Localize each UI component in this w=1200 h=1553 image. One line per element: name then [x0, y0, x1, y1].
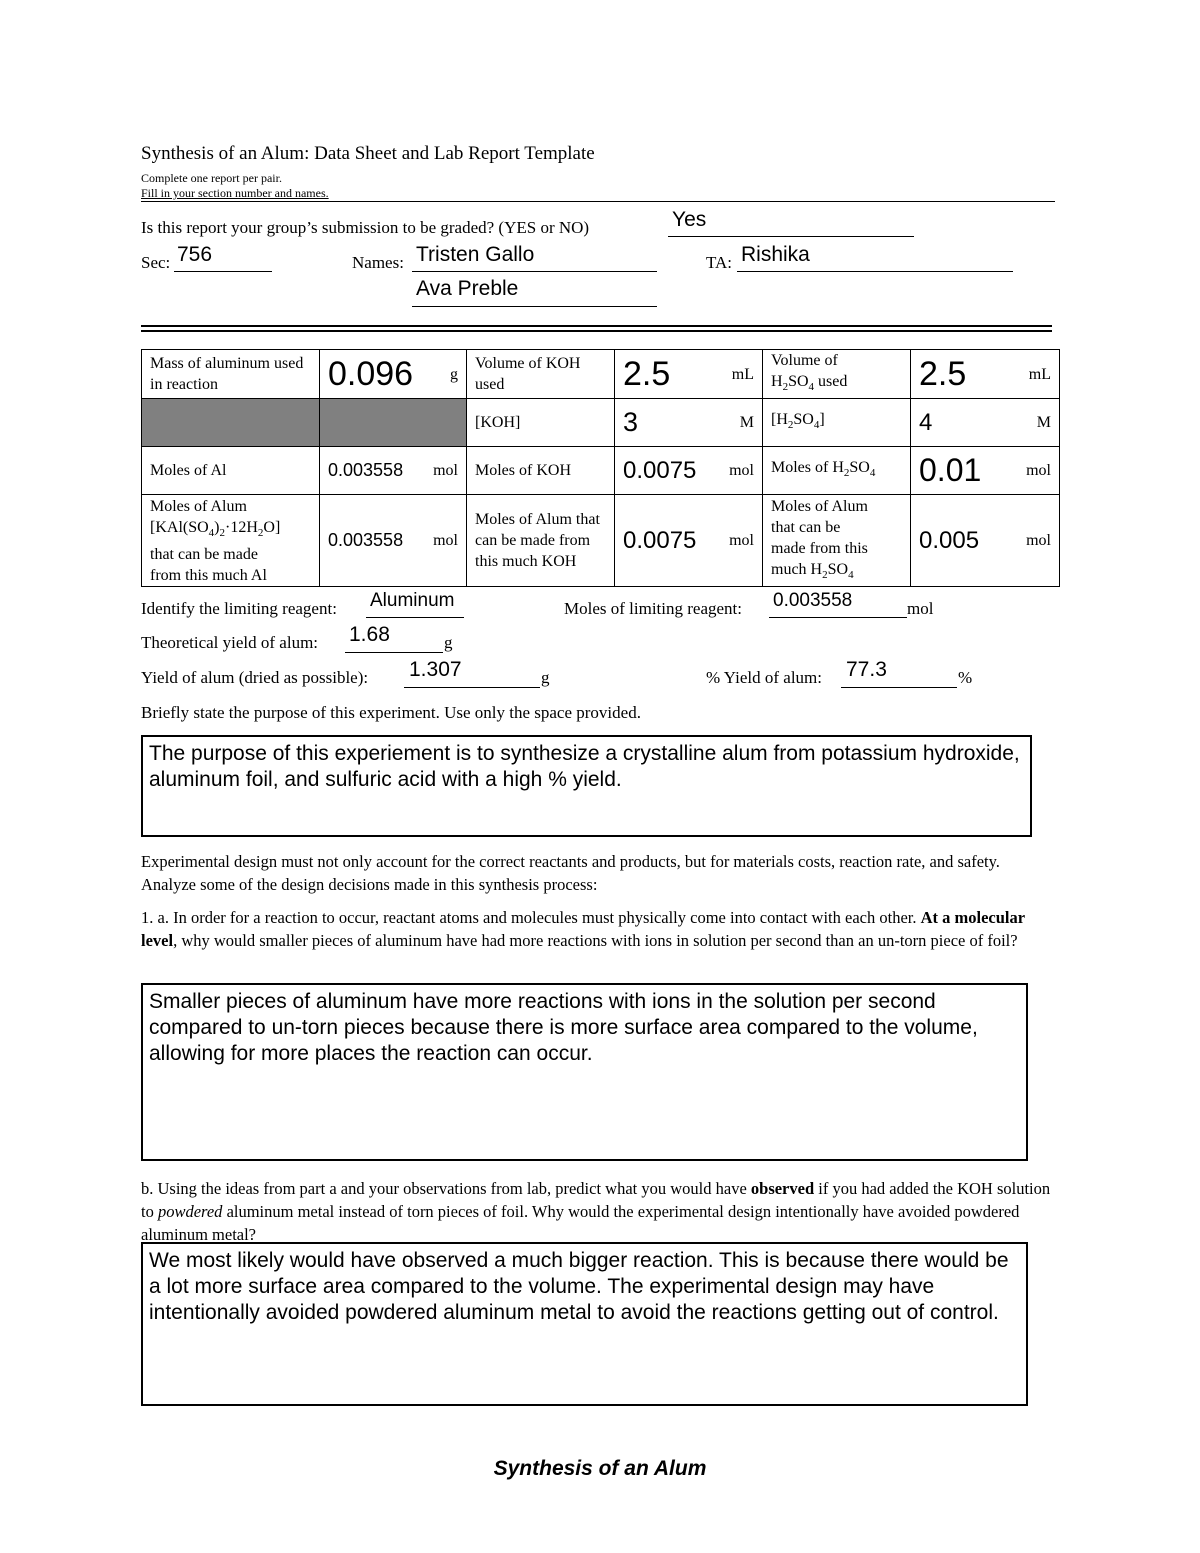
h2so4-volume-value: 2.5 — [919, 354, 967, 393]
theoretical-yield-line — [345, 652, 443, 653]
ta-label: TA: — [706, 253, 733, 272]
koh-volume-label: Volume of KOH used — [467, 350, 615, 399]
name-two-value[interactable]: Ava Preble — [416, 277, 519, 300]
purpose-prompt: Briefly state the purpose of this experiment. Use only the space provided. — [141, 703, 641, 722]
koh-volume-cell[interactable] — [615, 350, 763, 399]
percent-yield-line — [841, 687, 957, 688]
instruction-one-report: Complete one report per pair. — [141, 171, 282, 185]
moles-al-value: 0.003558 — [328, 460, 404, 481]
koh-concentration-value: 3 — [623, 407, 639, 438]
koh-concentration-cell[interactable] — [615, 399, 763, 447]
moles-limiting-label: Moles of limiting reagent: — [564, 599, 742, 618]
koh-concentration-label: [KOH] — [467, 399, 615, 447]
name-two-line — [412, 306, 657, 307]
instruction-fill-names: Fill in your section number and names. — [141, 186, 329, 200]
name-one-line — [412, 271, 657, 272]
alum-from-koh-unit: mol — [729, 532, 754, 550]
koh-volume-value: 2.5 — [623, 354, 671, 393]
moles-h2so4-unit: mol — [1026, 462, 1051, 480]
alum-yield-line — [404, 687, 540, 688]
h2so4-volume-unit: mL — [1028, 365, 1051, 383]
purpose-answer-box[interactable]: The purpose of this experiement is to synthesize a crystalline alum from potassium hydroxide, aluminum foil, and sulfuric acid with a high % yield. — [141, 735, 1032, 837]
moles-h2so4-cell[interactable] — [911, 447, 1060, 495]
alum-from-al-unit: mol — [433, 532, 458, 550]
aluminum-mass-cell[interactable] — [320, 350, 467, 399]
moles-al-cell[interactable] — [320, 447, 467, 495]
table-row — [142, 350, 1060, 399]
table-row — [142, 399, 1060, 447]
reagent-data-table — [141, 349, 1060, 587]
moles-koh-label: Moles of KOH — [467, 447, 615, 495]
header-divider — [141, 201, 1055, 202]
shaded-cell — [142, 399, 320, 447]
moles-limiting-unit: mol — [907, 599, 934, 618]
table-row — [142, 447, 1060, 495]
koh-concentration-unit: M — [739, 414, 754, 432]
h2so4-volume-label: Volume of $H_2SO_4$ used — [763, 350, 911, 399]
alum-yield-value[interactable]: 1.307 — [409, 658, 462, 681]
theoretical-yield-label: Theoretical yield of alum: — [141, 633, 319, 652]
h2so4-concentration-label: $[H_2SO_4]$ — [763, 399, 911, 447]
aluminum-mass-value: 0.096 — [328, 354, 414, 393]
ta-line — [737, 271, 1013, 272]
aluminum-mass-label: Mass of aluminum used in reaction — [142, 350, 320, 399]
sec-line — [174, 271, 272, 272]
limiting-reagent-line — [366, 617, 464, 618]
design-intro: Experimental design must not only account for the correct reactants and products, but for materials costs, reaction rate, and safety. Analyze some of the design decisions made in this synthesis process: — [141, 852, 1000, 894]
names-label: Names: — [352, 253, 404, 272]
double-rule-bottom — [141, 330, 1052, 332]
page-footer: Synthesis of an Alum — [493, 1457, 707, 1480]
question-1b: b. Using the ideas from part a and your observations from lab, predict what you would have observed if you had added the KOH solution to powdered aluminum metal instead of torn pieces of foil. Why would the experimental design intentionally have avoided powdered aluminum metal? — [141, 1179, 1051, 1244]
submission-answer-line — [668, 236, 914, 237]
alum-from-al-cell[interactable] — [320, 495, 467, 587]
shaded-cell — [320, 399, 467, 447]
moles-limiting-line — [769, 617, 907, 618]
h2so4-concentration-cell[interactable] — [911, 399, 1060, 447]
h2so4-volume-cell[interactable] — [911, 350, 1060, 399]
answer-1b-box[interactable]: We most likely would have observed a much bigger reaction. This is because there would be a lot more surface area compared to the volume. The experimental design may have intentionally avoided powdered aluminum metal to avoid the reactions getting out of control. — [141, 1242, 1028, 1406]
moles-limiting-value[interactable]: 0.003558 — [773, 590, 853, 611]
moles-al-label: Moles of Al — [142, 447, 320, 495]
moles-h2so4-label: Moles of $H_2SO_4$ — [763, 447, 911, 495]
ta-value[interactable]: Rishika — [741, 243, 810, 266]
percent-yield-unit: % — [958, 668, 973, 687]
alum-from-koh-value: 0.0075 — [623, 527, 697, 555]
theoretical-yield-value[interactable]: 1.68 — [349, 623, 390, 646]
alum-from-h2so4-label: Moles of Alum that can be made from this much $H_2SO_4$ — [763, 495, 911, 587]
limiting-reagent-label: Identify the limiting reagent: — [141, 599, 337, 618]
table-row — [142, 495, 1060, 587]
moles-koh-cell[interactable] — [615, 447, 763, 495]
alum-yield-unit: g — [541, 668, 550, 687]
page-title: Synthesis of an Alum: Data Sheet and Lab Report Template — [141, 143, 595, 164]
percent-yield-label: % Yield of alum: — [706, 668, 822, 687]
alum-from-al-label: Moles of Alum $[KAl(SO_4)_2\cdot 12H_2O]$ that can be made from this much Al — [142, 495, 320, 587]
alum-from-al-value: 0.003558 — [328, 530, 404, 551]
limiting-reagent-value[interactable]: Aluminum — [370, 590, 455, 611]
alum-from-h2so4-cell[interactable] — [911, 495, 1060, 587]
alum-yield-label: Yield of alum (dried as possible): — [141, 668, 369, 687]
sec-label: Sec: — [141, 253, 171, 272]
submission-question: Is this report your group’s submission to be graded? (YES or NO) — [141, 218, 590, 237]
moles-koh-unit: mol — [729, 462, 754, 480]
double-rule-top — [141, 325, 1052, 327]
moles-al-unit: mol — [433, 462, 458, 480]
alum-from-koh-cell[interactable] — [615, 495, 763, 587]
percent-yield-value[interactable]: 77.3 — [846, 658, 887, 681]
aluminum-mass-unit: g — [450, 365, 458, 383]
name-one-value[interactable]: Tristen Gallo — [416, 243, 535, 266]
submission-answer[interactable]: Yes — [672, 208, 707, 231]
alum-from-h2so4-unit: mol — [1026, 532, 1051, 550]
theoretical-yield-unit: g — [444, 633, 453, 652]
alum-from-h2so4-value: 0.005 — [919, 527, 980, 555]
answer-1a-box[interactable]: Smaller pieces of aluminum have more reactions with ions in the solution per second compared to un-torn pieces because there is more surface area compared to the volume, allowing for more places the reaction can occur. — [141, 983, 1028, 1161]
question-1a: 1. a. In order for a reaction to occur, reactant atoms and molecules must physically come into contact with each other. At a molecular level, why would smaller pieces of aluminum have had more reactions with ions in solution per second than an un-torn piece of foil? — [141, 908, 1025, 950]
moles-koh-value: 0.0075 — [623, 457, 697, 485]
moles-h2so4-value: 0.01 — [919, 452, 982, 489]
koh-volume-unit: mL — [731, 365, 754, 383]
h2so4-concentration-value: 4 — [919, 409, 933, 437]
sec-value[interactable]: 756 — [177, 243, 213, 266]
alum-from-koh-label: Moles of Alum that can be made from this much KOH — [467, 495, 615, 587]
h2so4-concentration-unit: M — [1036, 414, 1051, 432]
